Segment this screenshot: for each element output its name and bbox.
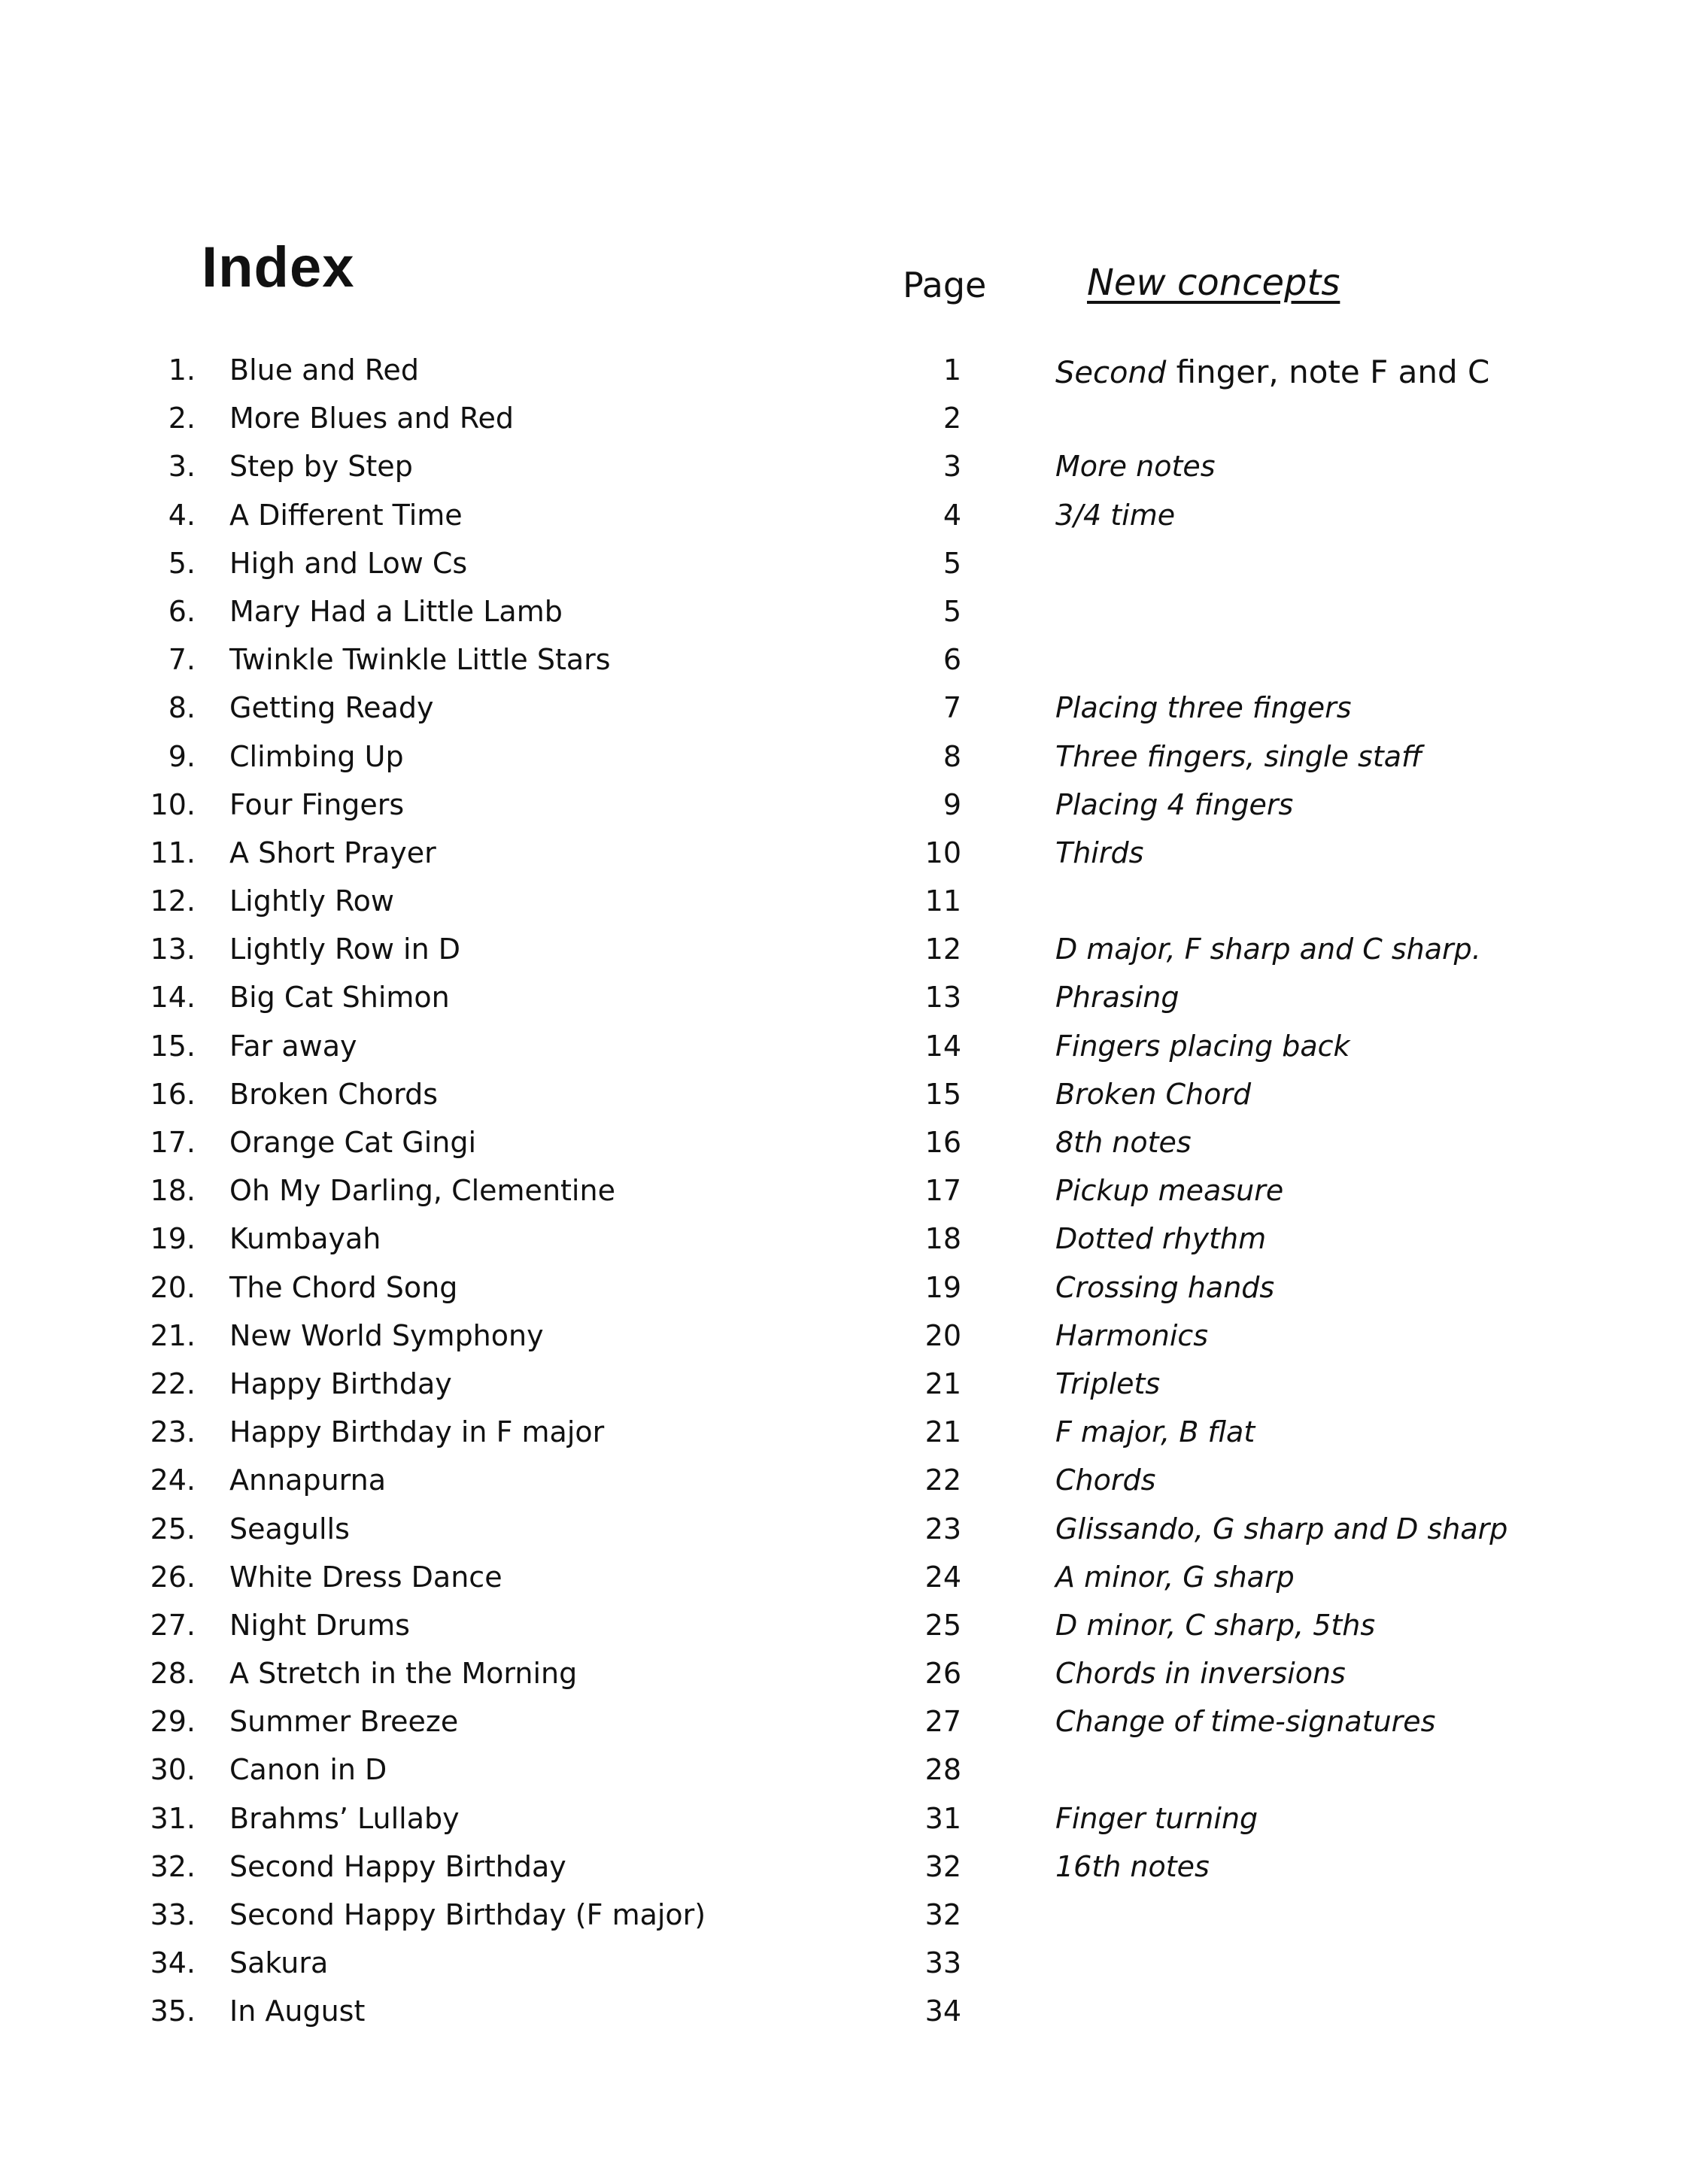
row-number: 24.	[150, 1464, 196, 1497]
row-number: 26.	[150, 1560, 196, 1594]
page-number: 34	[924, 1994, 961, 2028]
concept-text: Phrasing	[1055, 981, 1179, 1015]
page-number: 6	[943, 643, 961, 677]
index-row	[0, 402, 1688, 450]
concept-text: Fingers placing back	[1055, 1029, 1350, 1063]
page-number: 8	[943, 739, 961, 773]
page-number: 5	[943, 594, 961, 628]
index-row	[0, 1753, 1688, 1801]
row-number: 8.	[168, 691, 196, 725]
index-row	[0, 547, 1688, 595]
index-row	[0, 1512, 1688, 1561]
song-title: Far away	[229, 1029, 357, 1063]
index-row	[0, 353, 1688, 402]
row-number: 21.	[150, 1318, 196, 1352]
index-row	[0, 1609, 1688, 1657]
page-column-header: Page	[903, 265, 987, 305]
song-title: Seagulls	[229, 1512, 350, 1545]
row-number: 23.	[150, 1415, 196, 1449]
concept-text: F major, B flat	[1055, 1415, 1255, 1449]
row-number: 11.	[150, 836, 196, 869]
row-number: 22.	[150, 1367, 196, 1400]
index-row	[0, 933, 1688, 981]
row-number: 29.	[150, 1705, 196, 1739]
song-title: Mary Had a Little Lamb	[229, 594, 563, 628]
row-number: 6.	[168, 594, 196, 628]
song-title: Oh My Darling, Clementine	[229, 1174, 615, 1208]
row-number: 14.	[150, 981, 196, 1015]
index-row	[0, 595, 1688, 643]
row-number: 15.	[150, 1029, 196, 1063]
page-number: 26	[924, 1657, 961, 1691]
row-number: 30.	[150, 1753, 196, 1787]
page-number: 27	[924, 1705, 961, 1739]
page-number: 2	[943, 402, 961, 435]
song-title: Four Fingers	[229, 787, 405, 821]
page-number: 15	[924, 1077, 961, 1111]
page-number: 11	[924, 884, 961, 918]
page-number: 20	[924, 1318, 961, 1352]
concept-normal-part: finger, note F and C	[1166, 353, 1490, 390]
song-title: Lightly Row in D	[229, 933, 461, 966]
page-number: 19	[924, 1270, 961, 1304]
concept-text: Change of time-signatures	[1055, 1705, 1436, 1739]
page-number: 21	[924, 1415, 961, 1449]
song-title: Annapurna	[229, 1464, 386, 1497]
index-row	[0, 981, 1688, 1029]
song-title: Second Happy Birthday (F major)	[229, 1898, 706, 1931]
index-row	[0, 740, 1688, 788]
concept-text: 3/4 time	[1055, 498, 1176, 532]
index-row	[0, 1802, 1688, 1850]
row-number: 27.	[150, 1608, 196, 1642]
page-number: 5	[943, 546, 961, 580]
row-number: 16.	[150, 1077, 196, 1111]
song-title: Canon in D	[229, 1753, 387, 1787]
concept-italic-part: Second	[1055, 356, 1167, 390]
song-title: Big Cat Shimon	[229, 981, 450, 1015]
page-number: 4	[943, 498, 961, 532]
song-title: Second Happy Birthday	[229, 1849, 566, 1883]
index-row	[0, 1222, 1688, 1270]
concept-text: Pickup measure	[1055, 1174, 1284, 1208]
song-title: Getting Ready	[229, 691, 434, 725]
index-row	[0, 1464, 1688, 1512]
song-title: Brahms’ Lullaby	[229, 1801, 460, 1835]
song-title: Step by Step	[229, 450, 413, 484]
page-number: 13	[924, 981, 961, 1015]
page-number: 28	[924, 1753, 961, 1787]
row-number: 3.	[168, 450, 196, 484]
concept-text: A minor, G sharp	[1055, 1560, 1295, 1594]
concept-text: Chords	[1055, 1464, 1156, 1497]
page-number: 23	[924, 1512, 961, 1545]
index-row	[0, 1078, 1688, 1126]
concept-text: Placing three fingers	[1055, 691, 1352, 725]
song-title: Blue and Red	[229, 353, 419, 387]
page-number: 32	[924, 1849, 961, 1883]
song-title: Orange Cat Gingi	[229, 1126, 477, 1159]
concept-text	[1055, 353, 1489, 390]
concept-text: Thirds	[1055, 836, 1144, 869]
concept-text: Finger turning	[1055, 1801, 1258, 1835]
row-number: 19.	[150, 1222, 196, 1256]
row-number: 31.	[150, 1801, 196, 1835]
page-number: 12	[924, 933, 961, 966]
index-row	[0, 836, 1688, 884]
index-row	[0, 1946, 1688, 1994]
index-row	[0, 643, 1688, 691]
row-number: 17.	[150, 1126, 196, 1159]
page-number: 21	[924, 1367, 961, 1400]
index-row	[0, 1898, 1688, 1946]
song-title: Climbing Up	[229, 739, 404, 773]
concept-text: Broken Chord	[1055, 1077, 1252, 1111]
index-title: Index	[202, 235, 355, 299]
page-number: 22	[924, 1464, 961, 1497]
page-number: 24	[924, 1560, 961, 1594]
page-number: 25	[924, 1608, 961, 1642]
index-row	[0, 788, 1688, 836]
index-row	[0, 1850, 1688, 1898]
row-number: 1.	[168, 353, 196, 387]
concept-text: Harmonics	[1055, 1318, 1209, 1352]
index-row	[0, 1367, 1688, 1415]
index-row	[0, 1415, 1688, 1464]
song-title: Night Drums	[229, 1608, 410, 1642]
page-number: 18	[924, 1222, 961, 1256]
concept-text: Glissando, G sharp and D sharp	[1055, 1512, 1508, 1545]
index-row	[0, 691, 1688, 739]
song-title: In August	[229, 1994, 366, 2028]
concept-text: Dotted rhythm	[1055, 1222, 1267, 1256]
row-number: 25.	[150, 1512, 196, 1545]
concept-text: D minor, C sharp, 5ths	[1055, 1608, 1376, 1642]
row-number: 18.	[150, 1174, 196, 1208]
concept-text: Three fingers, single staff	[1055, 739, 1422, 773]
row-number: 33.	[150, 1898, 196, 1931]
song-title: Happy Birthday in F major	[229, 1415, 605, 1449]
row-number: 34.	[150, 1946, 196, 1980]
song-title: Lightly Row	[229, 884, 394, 918]
row-number: 13.	[150, 933, 196, 966]
song-title: White Dress Dance	[229, 1560, 502, 1594]
song-title: A Stretch in the Morning	[229, 1657, 578, 1691]
concept-text: D major, F sharp and C sharp.	[1055, 933, 1481, 966]
row-number: 12.	[150, 884, 196, 918]
index-row	[0, 1030, 1688, 1078]
song-title: Kumbayah	[229, 1222, 381, 1256]
row-number: 4.	[168, 498, 196, 532]
page-number: 31	[924, 1801, 961, 1835]
page-number: 7	[943, 691, 961, 725]
page-number: 32	[924, 1898, 961, 1931]
row-number: 32.	[150, 1849, 196, 1883]
index-row	[0, 1271, 1688, 1319]
page-number: 9	[943, 787, 961, 821]
row-number: 35.	[150, 1994, 196, 2028]
concept-text: Chords in inversions	[1055, 1657, 1346, 1691]
song-title: New World Symphony	[229, 1318, 544, 1352]
index-row	[0, 1705, 1688, 1753]
song-title: Broken Chords	[229, 1077, 439, 1111]
index-row	[0, 1657, 1688, 1705]
index-row	[0, 1126, 1688, 1174]
concept-text: Crossing hands	[1055, 1270, 1275, 1304]
page-number: 1	[943, 353, 961, 387]
song-title: Happy Birthday	[229, 1367, 452, 1400]
index-row	[0, 884, 1688, 933]
page-number: 14	[924, 1029, 961, 1063]
index-list	[0, 353, 1688, 2043]
row-number: 20.	[150, 1270, 196, 1304]
row-number: 9.	[168, 739, 196, 773]
row-number: 2.	[168, 402, 196, 435]
concept-text: More notes	[1055, 450, 1216, 484]
index-row	[0, 1174, 1688, 1222]
song-title: A Short Prayer	[229, 836, 436, 869]
index-row	[0, 1319, 1688, 1367]
row-number: 7.	[168, 643, 196, 677]
concept-text: 16th notes	[1055, 1849, 1210, 1883]
song-title: Summer Breeze	[229, 1705, 459, 1739]
new-concepts-header: New concepts	[1087, 262, 1340, 304]
page-number: 10	[924, 836, 961, 869]
song-title: A Different Time	[229, 498, 463, 532]
song-title: Twinkle Twinkle Little Stars	[229, 643, 611, 677]
concept-text: 8th notes	[1055, 1126, 1192, 1159]
page-number: 16	[924, 1126, 961, 1159]
row-number: 10.	[150, 787, 196, 821]
song-title: More Blues and Red	[229, 402, 515, 435]
concept-text: Triplets	[1055, 1367, 1161, 1400]
index-row	[0, 1994, 1688, 2043]
song-title: High and Low Cs	[229, 546, 468, 580]
index-row	[0, 499, 1688, 547]
index-row	[0, 1561, 1688, 1609]
row-number: 5.	[168, 546, 196, 580]
index-row	[0, 450, 1688, 498]
page-number: 33	[924, 1946, 961, 1980]
page-number: 17	[924, 1174, 961, 1208]
concept-text: Placing 4 fingers	[1055, 787, 1294, 821]
page-number: 3	[943, 450, 961, 484]
row-number: 28.	[150, 1657, 196, 1691]
song-title: Sakura	[229, 1946, 329, 1980]
song-title: The Chord Song	[229, 1270, 458, 1304]
